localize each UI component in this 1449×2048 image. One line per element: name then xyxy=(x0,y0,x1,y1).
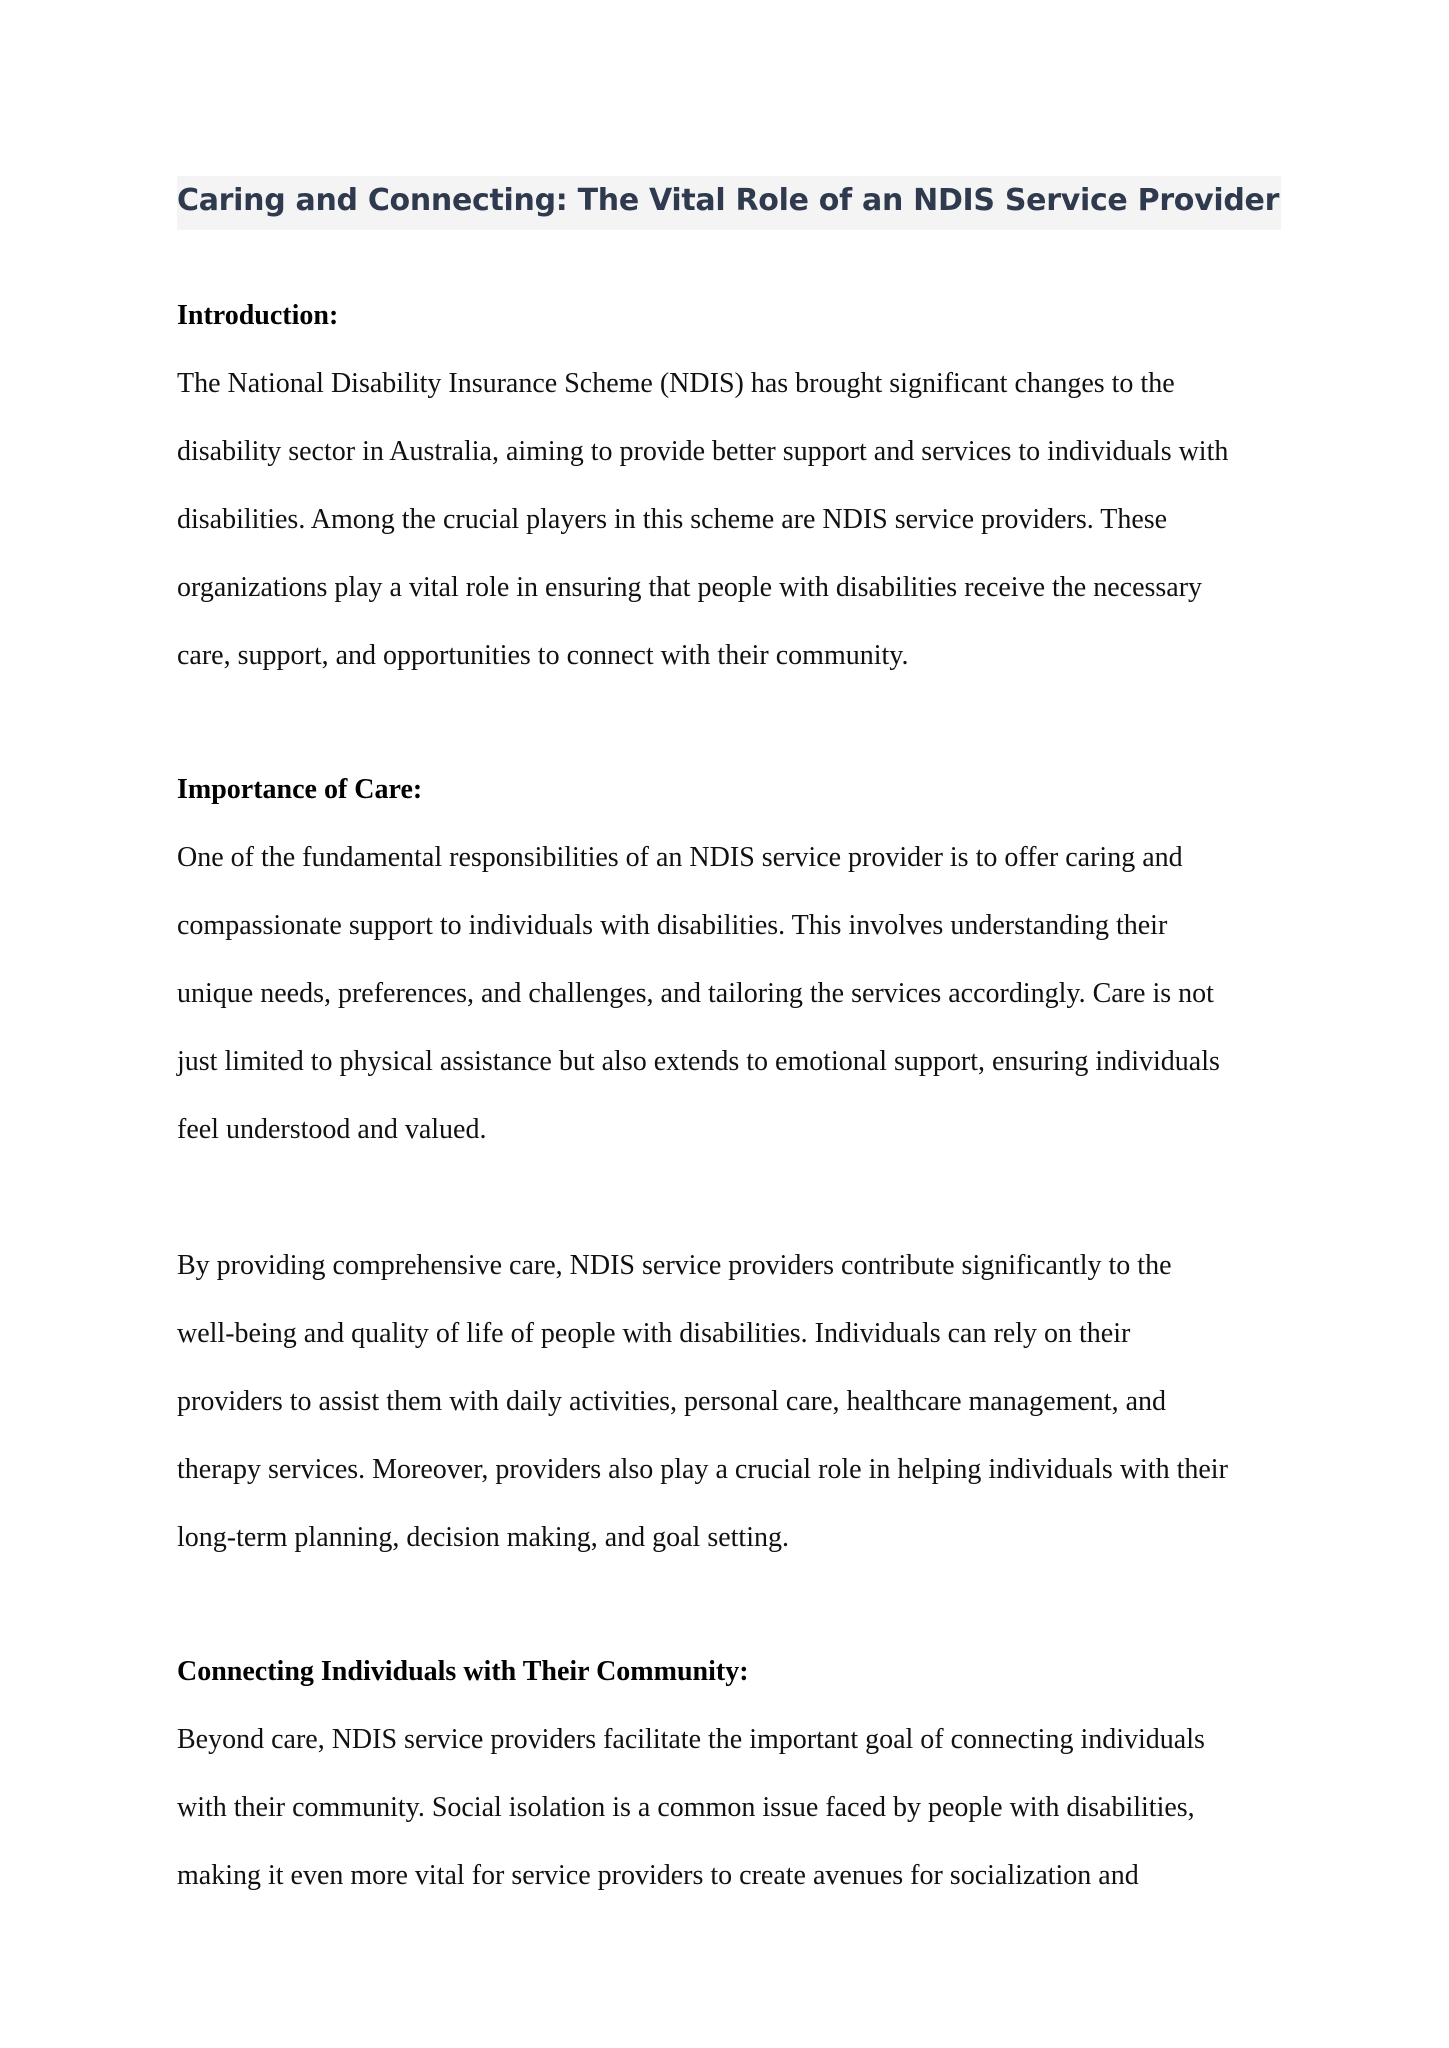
document-title: Caring and Connecting: The Vital Role of an NDIS Service Provider xyxy=(177,176,1281,230)
paragraph-line: unique needs, preferences, and challenges, and tailoring the services accordingly. Care is not xyxy=(177,978,1214,1009)
section-heading-connecting-community: Connecting Individuals with Their Community: xyxy=(177,1656,749,1687)
section-connecting-community xyxy=(177,1638,1297,1910)
paragraph-line: well-being and quality of life of people with disabilities. Individuals can rely on their xyxy=(177,1318,1131,1349)
paragraph-line: making it even more vital for service providers to create avenues for socialization and xyxy=(177,1860,1139,1891)
paragraph-line: organizations play a vital role in ensuring that people with disabilities receive the necessary xyxy=(177,572,1203,603)
paragraph-line: just limited to physical assistance but also extends to emotional support, ensuring individuals xyxy=(177,1046,1220,1077)
paragraph-line: therapy services. Moreover, providers also play a crucial role in helping individuals with their xyxy=(177,1454,1228,1485)
paragraph-line: feel understood and valued. xyxy=(177,1114,487,1145)
paragraph-line: with their community. Social isolation is a common issue faced by people with disabilities, xyxy=(177,1792,1195,1823)
document-body xyxy=(177,176,1297,1910)
care-paragraph-2 xyxy=(177,1232,1297,1572)
paragraph-line: care, support, and opportunities to connect with their community. xyxy=(177,640,909,671)
section-importance-of-care xyxy=(177,756,1297,1572)
paragraph-line: disabilities. Among the crucial players in this scheme are NDIS service providers. These xyxy=(177,504,1168,535)
section-heading-introduction: Introduction: xyxy=(177,300,339,331)
paragraph-line: providers to assist them with daily activities, personal care, healthcare management, and xyxy=(177,1386,1166,1417)
community-paragraph xyxy=(177,1706,1297,1910)
section-introduction xyxy=(177,282,1297,690)
care-paragraph-1 xyxy=(177,824,1297,1164)
paragraph-line: Beyond care, NDIS service providers facilitate the important goal of connecting individuals xyxy=(177,1724,1205,1755)
paragraph-line: long-term planning, decision making, and goal setting. xyxy=(177,1522,789,1553)
paragraph-line: compassionate support to individuals with disabilities. This involves understanding their xyxy=(177,910,1168,941)
section-heading-importance-of-care: Importance of Care: xyxy=(177,774,423,805)
paragraph-line: disability sector in Australia, aiming to provide better support and services to individuals with xyxy=(177,436,1229,467)
paragraph-line: The National Disability Insurance Scheme (NDIS) has brought significant changes to the xyxy=(177,368,1175,399)
paragraph-line: One of the fundamental responsibilities of an NDIS service provider is to offer caring and xyxy=(177,842,1183,873)
paragraph-line: By providing comprehensive care, NDIS service providers contribute significantly to the xyxy=(177,1250,1172,1281)
introduction-paragraph xyxy=(177,350,1297,690)
